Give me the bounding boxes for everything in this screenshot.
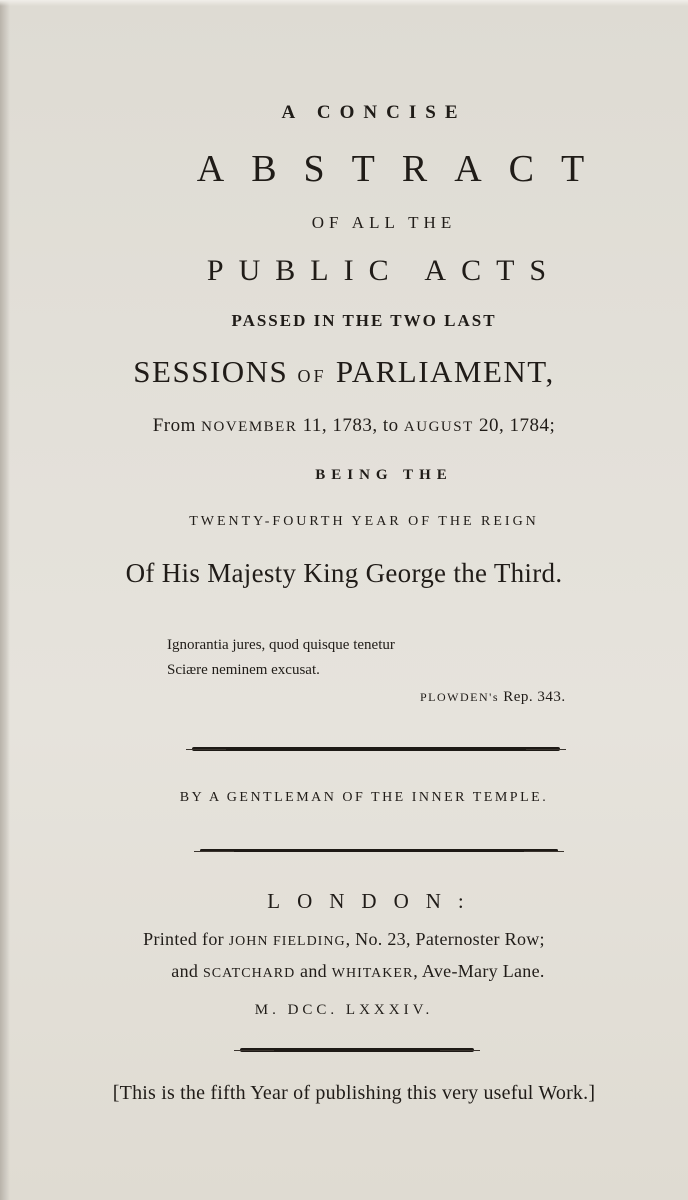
- title-line-abstract: ABSTRACT: [196, 148, 612, 190]
- epigraph-source-name: PLOWDEN's: [420, 690, 499, 704]
- printer-address: , No. 23, Paternoster Row;: [345, 929, 545, 949]
- partners-address: , Ave-Mary Lane.: [413, 961, 545, 981]
- date-start: 11, 1783, to: [297, 415, 404, 436]
- printer-name: JOHN FIELDING: [228, 934, 346, 949]
- title-line-passed: PASSED IN THE TWO LAST: [231, 311, 497, 330]
- divider-rule-2: [200, 849, 558, 852]
- imprint-city: LONDON:: [267, 889, 481, 913]
- date-end: 20, 1784;: [473, 415, 556, 436]
- epigraph-source: [420, 690, 566, 705]
- majesty-line: Of His Majesty King George the Third.: [125, 558, 563, 588]
- epigraph-source-ref: Rep. 343.: [499, 689, 566, 705]
- title-line-public-acts: PUBLIC ACTS: [206, 254, 562, 287]
- author-line: BY A GENTLEMAN OF THE INNER TEMPLE.: [179, 790, 549, 805]
- partner-whitaker: WHITAKER: [331, 966, 414, 981]
- publication-note: [This is the fifth Year of publishing this very useful Work.]: [112, 1082, 596, 1104]
- month-november: NOVEMBER: [201, 419, 298, 435]
- divider-rule-1: [192, 747, 560, 751]
- imprint-partners-line: [0, 962, 688, 981]
- title-line-sessions: [0, 356, 688, 387]
- sessions-word: SESSIONS: [133, 354, 289, 389]
- being-line: BEING THE: [315, 467, 453, 483]
- date-range-line: [0, 416, 688, 435]
- and-mid: and: [295, 961, 332, 981]
- printed-for-prefix: Printed for: [143, 929, 229, 949]
- epigraph-line-2: Sciære neminem excusat.: [167, 662, 320, 678]
- partner-scatchard: SCATCHARD: [203, 966, 296, 981]
- reign-year-line: TWENTY-FOURTH YEAR OF THE REIGN: [189, 514, 539, 529]
- from-prefix: From: [152, 415, 202, 436]
- divider-rule-3: [240, 1048, 474, 1052]
- imprint-year: M. DCC. LXXXIV.: [254, 1002, 434, 1018]
- title-line-concise: A CONCISE: [281, 102, 467, 123]
- sessions-of-word: OF: [297, 366, 327, 386]
- month-august: AUGUST: [403, 419, 474, 435]
- page-top-edge: [0, 0, 688, 6]
- parliament-word: PARLIAMENT,: [335, 354, 555, 389]
- epigraph-line-1: Ignorantia jures, quod quisque tenetur: [167, 637, 395, 653]
- imprint-printer-line: [0, 930, 688, 949]
- and-prefix: and: [171, 961, 203, 981]
- title-line-of-all: OF ALL THE: [311, 213, 457, 232]
